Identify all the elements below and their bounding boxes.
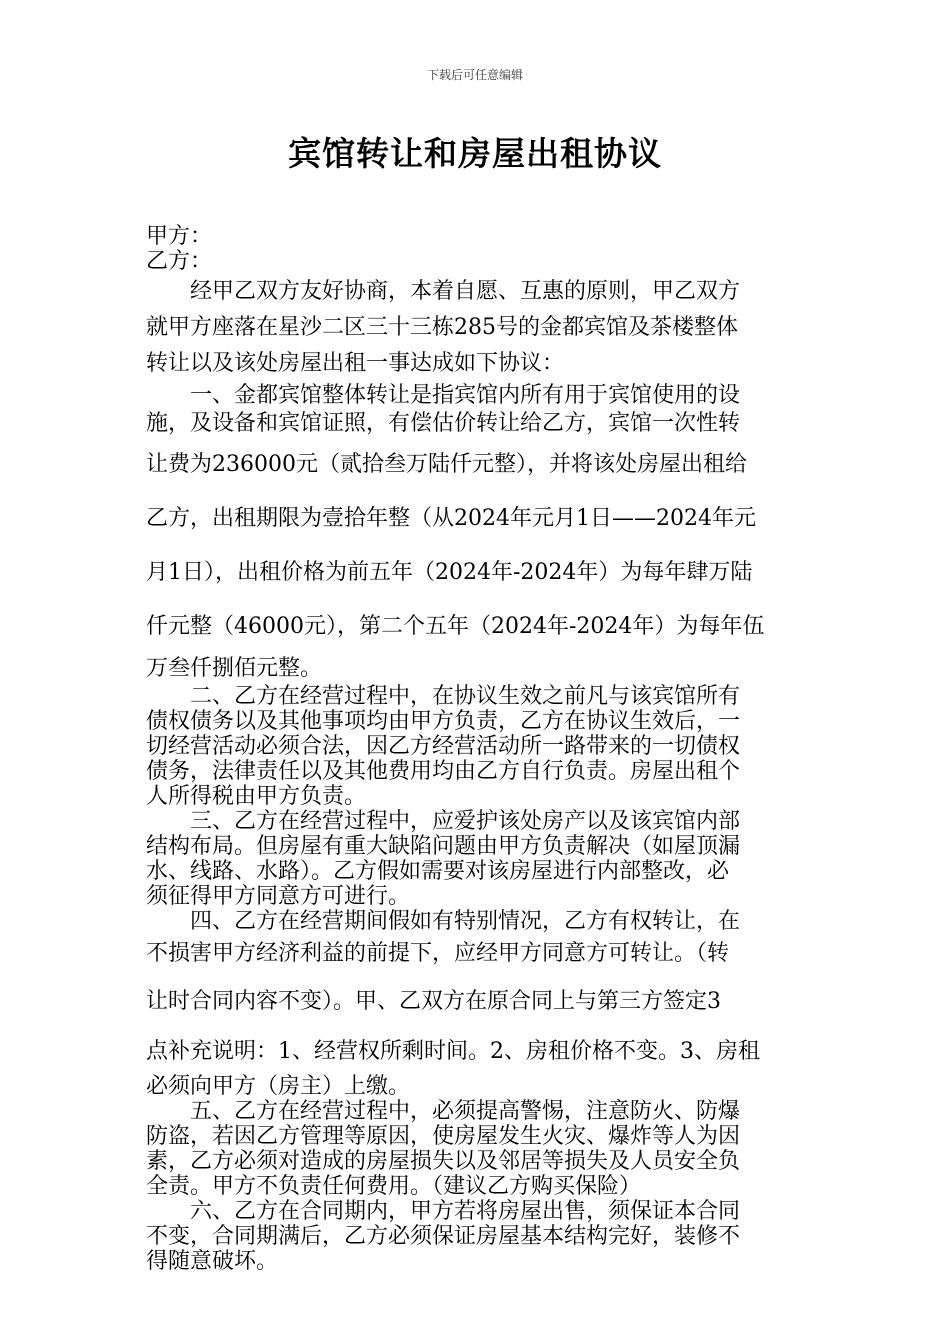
clause-5-line: 五、乙方在经营过程中，必须提高警惕，注意防火、防爆 [190,1099,741,1124]
intro-line: 转让以及该处房屋出租一事达成如下协议： [146,351,565,376]
clause-2-line: 二、乙方在经营过程中，在协议生效之前凡与该宾馆所有 [190,684,741,709]
clause-2-line: 切经营活动必须合法，因乙方经营活动所一路带来的一切债权 [146,734,741,759]
party-a-label: 甲方： [146,224,213,249]
clause-3-line: 三、乙方在经营过程中，应爱护该处房产以及该宾馆内部 [190,809,741,834]
clause-2-line: 债权债务以及其他事项均由甲方负责，乙方在协议生效后，一 [146,709,741,734]
clause-4-line: 不损害甲方经济利益的前提下，应经甲方同意方可转让。（转 [146,941,730,966]
header-note: 下载后可任意编辑 [426,68,523,82]
clause-1-line: 万叁仟捌佰元整。 [146,656,323,681]
clause-1-line: 施，及设备和宾馆证照，有偿估价转让给乙方，宾馆一次性转 [146,411,741,436]
clause-1-line: 一、金都宾馆整体转让是指宾馆内所有用于宾馆使用的设 [190,383,741,408]
clause-6-line: 不变，合同期满后，乙方必须保证房屋基本结构完好，装修不 [146,1224,741,1249]
document-title: 宾馆转让和房屋出租协议 [288,134,662,173]
document-body [146,224,804,1274]
clause-3-line: 须征得甲方同意方可进行。 [146,884,411,909]
clause-5-line: 全责。甲方不负责任何费用。（建议乙方购买保险） [146,1174,642,1199]
clause-5-line: 素，乙方必须对造成的房屋损失以及邻居等损失及人员安全负 [146,1149,741,1174]
clause-6-line: 六、乙方在合同期内，甲方若将房屋出售，须保证本合同 [190,1199,741,1224]
clause-2-line: 债务，法律责任以及其他费用均由乙方自行负责。房屋出租个 [146,759,741,784]
clause-1-line: 乙方，出租期限为壹拾年整（从2024年元月1日——2024年元 [146,506,756,531]
clause-4-line: 让时合同内容不变）。甲、乙双方在原合同上与第三方签定3 [146,989,721,1014]
clause-5-line: 防盗，若因乙方管理等原因，使房屋发生火灾、爆炸等人为因 [146,1124,741,1149]
clause-3-line: 结构布局。但房屋有重大缺陷问题由甲方负责解决（如屋顶漏 [146,834,741,859]
clause-1-line: 仟元整（46000元），第二个五年（2024年-2024年）为每年伍 [146,614,765,639]
clause-1-line: 月1日），出租价格为前五年（2024年-2024年）为每年肆万陆 [146,560,753,585]
clause-2-line: 人所得税由甲方负责。 [146,784,367,809]
intro-line: 经甲乙双方友好协商，本着自愿、互惠的原则，甲乙双方 [190,279,741,304]
party-b-label: 乙方： [146,249,213,274]
clause-3-line: 水、线路、水路）。乙方假如需要对该房屋进行内部整改，必 [146,859,730,884]
clause-4-line: 四、乙方在经营期间假如有特别情况，乙方有权转让，在 [190,909,741,934]
clause-4-line: 点补充说明：1、经营权所剩时间。2、房租价格不变。3、房租 [146,1039,760,1064]
clause-4-line: 必须向甲方（房主）上缴。 [146,1074,411,1099]
intro-line: 就甲方座落在星沙二区三十三栋285号的金都宾馆及茶楼整体 [146,315,738,340]
clause-1-line: 让费为236000元（贰拾叁万陆仟元整），并将该处房屋出租给 [146,452,747,477]
clause-6-line: 得随意破坏。 [146,1249,279,1274]
